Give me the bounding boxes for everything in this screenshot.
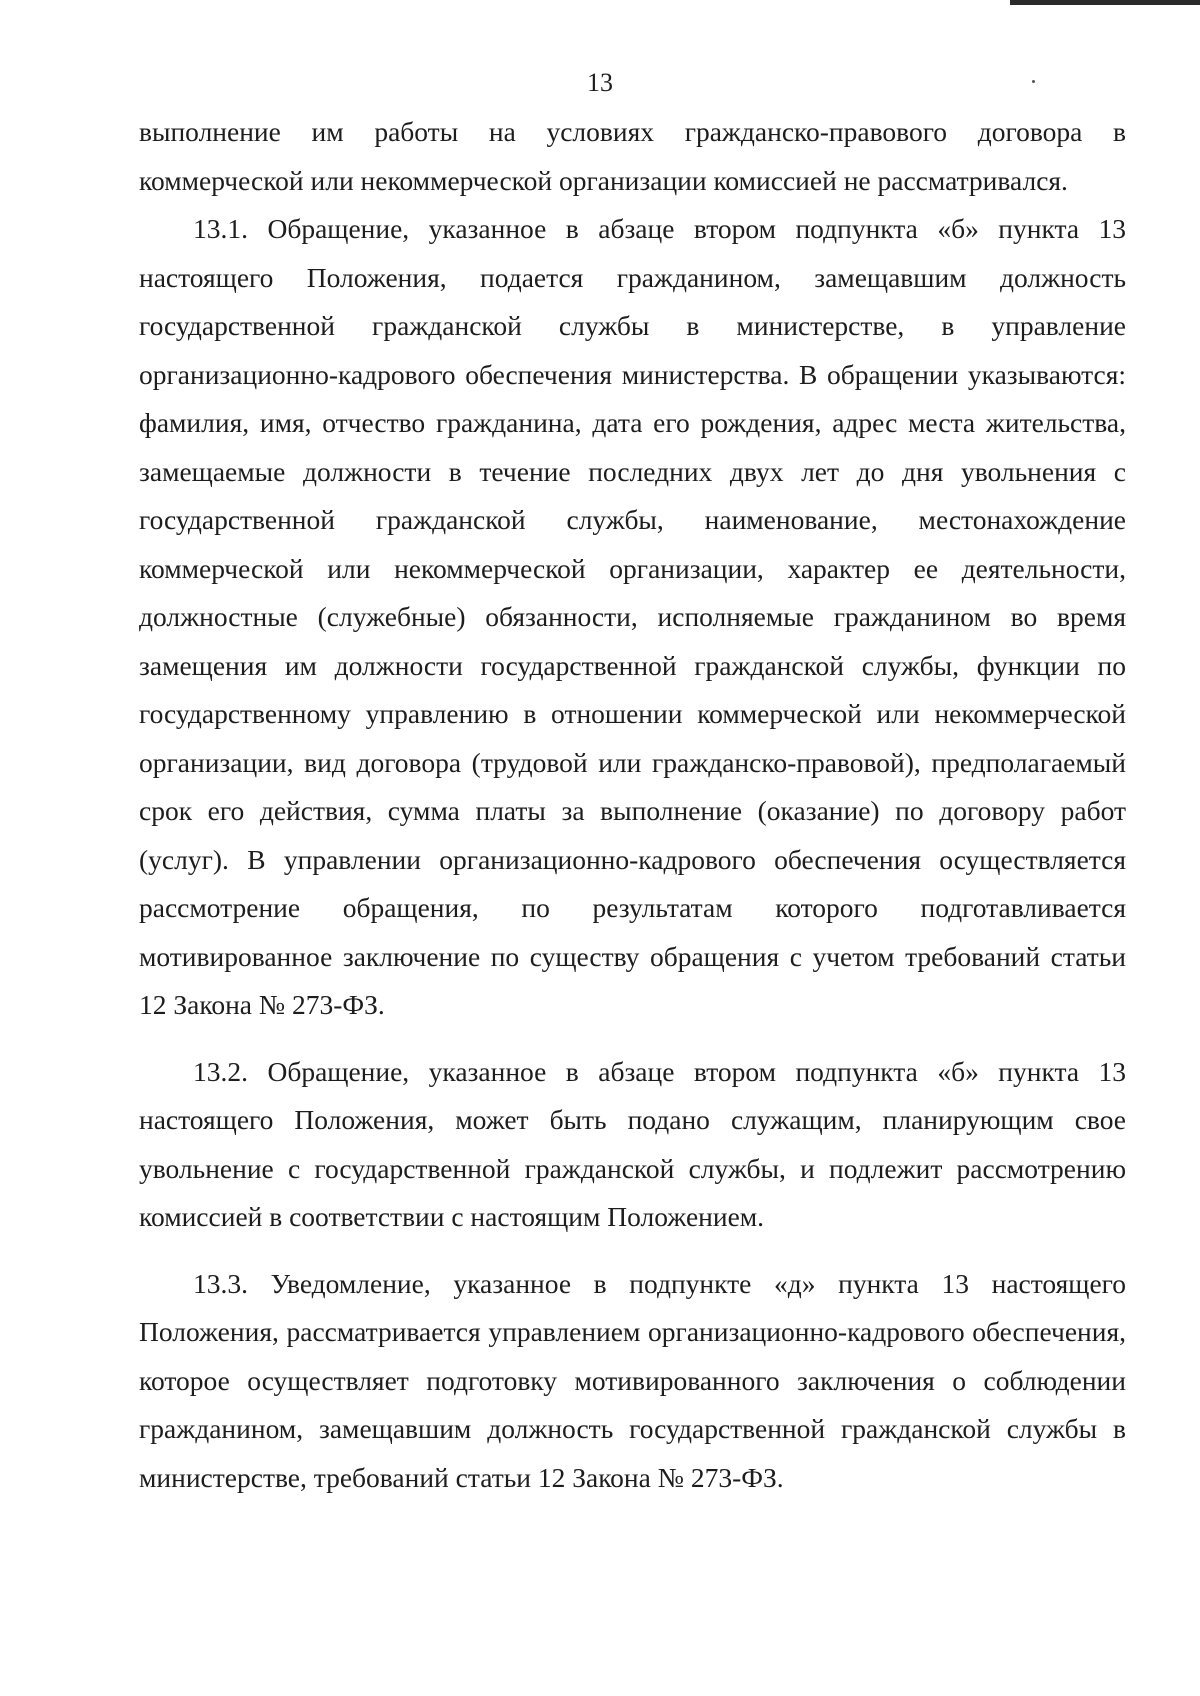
document-body xyxy=(139,108,1126,1502)
page-number: 13 xyxy=(587,68,613,97)
paragraph-continuation: выполнение им работы на условиях гражданско-правового договора в коммерческой или некоммерческой организации комиссией не рассматривался. xyxy=(139,116,1126,196)
paragraph-13-2: 13.2. Обращение, указанное в абзаце втором подпункта «б» пункта 13 настоящего Положения, может быть подано служащим, планирующим свое увольнение с государственной гражданской службы, и подлежит рассмотрению комиссией в соответствии с настоящим Положением. xyxy=(139,1055,1126,1232)
scan-edge-mark xyxy=(1010,0,1200,5)
scan-dot xyxy=(1032,80,1035,83)
paragraph-13-1: 13.1. Обращение, указанное в абзаце втором подпункта «б» пункта 13 настоящего Положения, подается гражданином, замещавшим должность государственной гражданской службы в министерстве, в управление организационно-кадрового обеспечения министерства. В обращении указываются: фамилия, имя, отчество гражданина, дата его рождения, адрес места жительства, замещаемые должности в течение последних двух лет до дня увольнения с государственной гражданской службы, наименование, местонахождение коммерческой или некоммерческой организации, характер ее деятельности, должностные (служебные) обязанности, исполняемые гражданином во время замещения им должности государственной гражданской службы, функции по государственному управлению в отношении коммерческой или некоммерческой организации, вид договора (трудовой или гражданско-правовой), предполагаемый срок его действия, сумма платы за выполнение (оказание) по договору работ (услуг). В управлении организационно-кадрового обеспечения осуществляется рассмотрение обращения, по результатам которого подготавливается мотивированное заключение по существу обращения с учетом требований статьи 12 Закона № 273-ФЗ. xyxy=(139,213,1126,1020)
paragraph-13-3: 13.3. Уведомление, указанное в подпункте «д» пункта 13 настоящего Положения, рассматривается управлением организационно-кадрового обеспечения, которое осуществляет подготовку мотивированного заключения о соблюдении гражданином, замещавшим должность государственной гражданской службы в министерстве, требований статьи 12 Закона № 273-ФЗ. xyxy=(139,1267,1126,1493)
